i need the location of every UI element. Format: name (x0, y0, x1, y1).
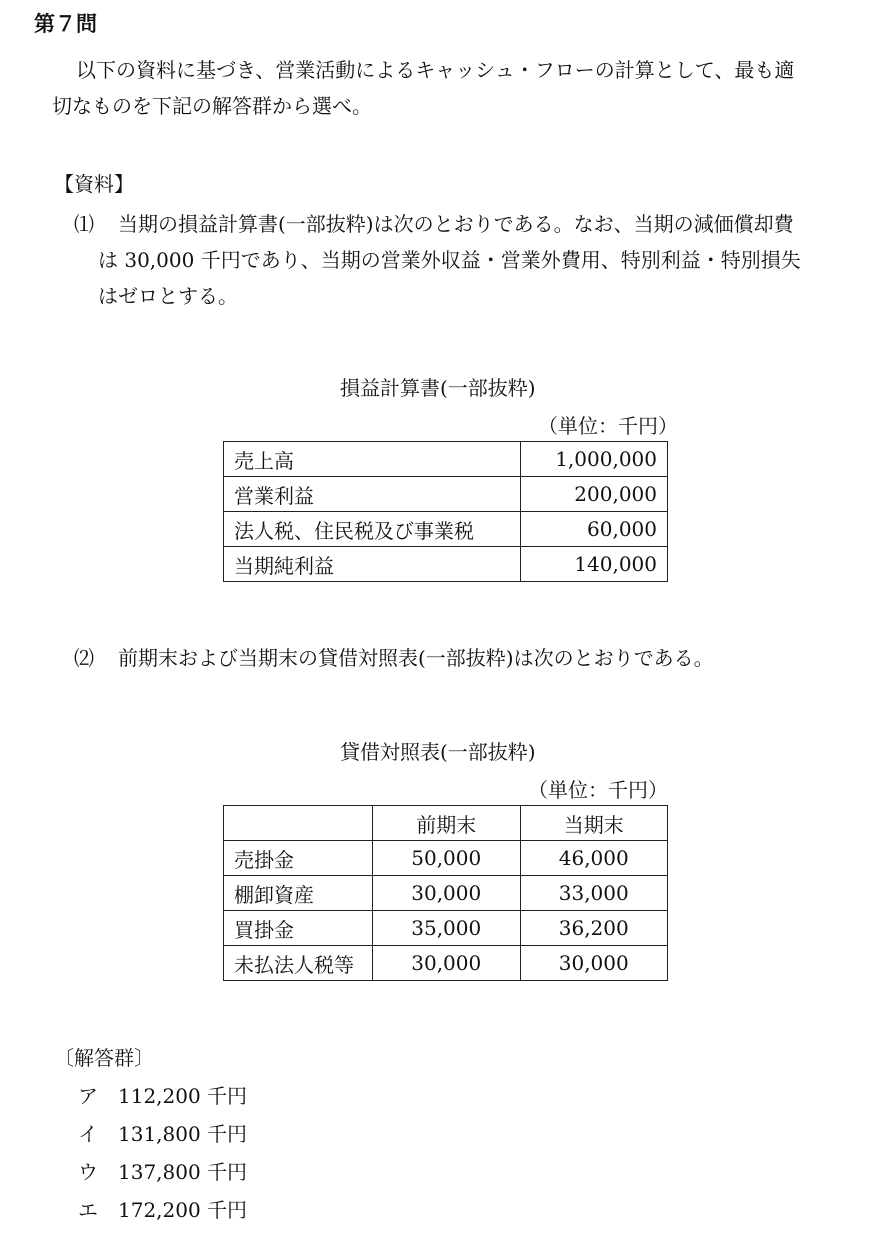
header-prev: 前期末 (373, 806, 521, 841)
income-statement-table (223, 441, 668, 582)
note2-text: 前期末および当期末の貸借対照表(一部抜粋)は次のとおりである。 (118, 646, 714, 670)
row-label: 棚卸資産 (224, 876, 373, 911)
answer-kana: エ (78, 1198, 98, 1222)
row-value: 1,000,000 (521, 442, 668, 477)
income-statement-unit: （単位：千円） (538, 414, 678, 438)
materials-heading: 【資料】 (54, 172, 134, 196)
table-row (224, 512, 668, 547)
income-statement-title: 損益計算書(一部抜粋) (340, 376, 536, 400)
row-label: 法人税、住民税及び事業税 (224, 512, 521, 547)
row-value: 200,000 (521, 477, 668, 512)
header-curr: 当期末 (520, 806, 668, 841)
question-line-2: 切なものを下記の解答群から選べ。 (52, 94, 372, 118)
answer-kana: ウ (78, 1160, 98, 1184)
table-row (224, 946, 668, 981)
table-header-row (224, 806, 668, 841)
answer-text: 137,800 千円 (118, 1160, 248, 1184)
row-label: 未払法人税等 (224, 946, 373, 981)
answer-option-a[interactable] (78, 1080, 247, 1109)
header-blank (224, 806, 373, 841)
answer-kana: ア (78, 1084, 98, 1108)
answer-option-u[interactable] (78, 1156, 247, 1185)
note1-line-3: はゼロとする。 (98, 284, 238, 308)
table-row (224, 547, 668, 582)
row-label: 買掛金 (224, 911, 373, 946)
row-curr: 36,200 (520, 911, 668, 946)
answer-kana: イ (78, 1122, 98, 1146)
table-row (224, 477, 668, 512)
table-row (224, 841, 668, 876)
answer-option-i[interactable] (78, 1118, 247, 1147)
row-label: 当期純利益 (224, 547, 521, 582)
answer-option-e[interactable] (78, 1194, 247, 1223)
answer-text: 112,200 千円 (118, 1084, 248, 1108)
answers-heading: 〔解答群〕 (54, 1046, 154, 1070)
table-row (224, 442, 668, 477)
question-line-1: 以下の資料に基づき、営業活動によるキャッシュ・フローの計算として、最も適 (76, 58, 795, 82)
balance-sheet-table (223, 805, 668, 981)
row-label: 営業利益 (224, 477, 521, 512)
note1-marker: ⑴ (74, 212, 94, 236)
row-prev: 30,000 (373, 876, 521, 911)
row-prev: 50,000 (373, 841, 521, 876)
row-value: 140,000 (521, 547, 668, 582)
answer-text: 172,200 千円 (118, 1198, 248, 1222)
row-curr: 30,000 (520, 946, 668, 981)
table-row (224, 911, 668, 946)
row-curr: 46,000 (520, 841, 668, 876)
question-title: 第７問 (34, 12, 97, 36)
row-prev: 30,000 (373, 946, 521, 981)
table-row (224, 876, 668, 911)
row-label: 売上高 (224, 442, 521, 477)
balance-sheet-unit: （単位：千円） (528, 778, 668, 802)
note1-line-2: は 30,000 千円であり、当期の営業外収益・営業外費用、特別利益・特別損失 (98, 248, 801, 272)
note1-line-1: 当期の損益計算書(一部抜粋)は次のとおりである。なお、当期の減価償却費 (118, 212, 794, 236)
row-label: 売掛金 (224, 841, 373, 876)
answer-text: 131,800 千円 (118, 1122, 248, 1146)
row-curr: 33,000 (520, 876, 668, 911)
row-prev: 35,000 (373, 911, 521, 946)
row-value: 60,000 (521, 512, 668, 547)
note2-marker: ⑵ (74, 646, 94, 670)
balance-sheet-title: 貸借対照表(一部抜粋) (340, 740, 536, 764)
